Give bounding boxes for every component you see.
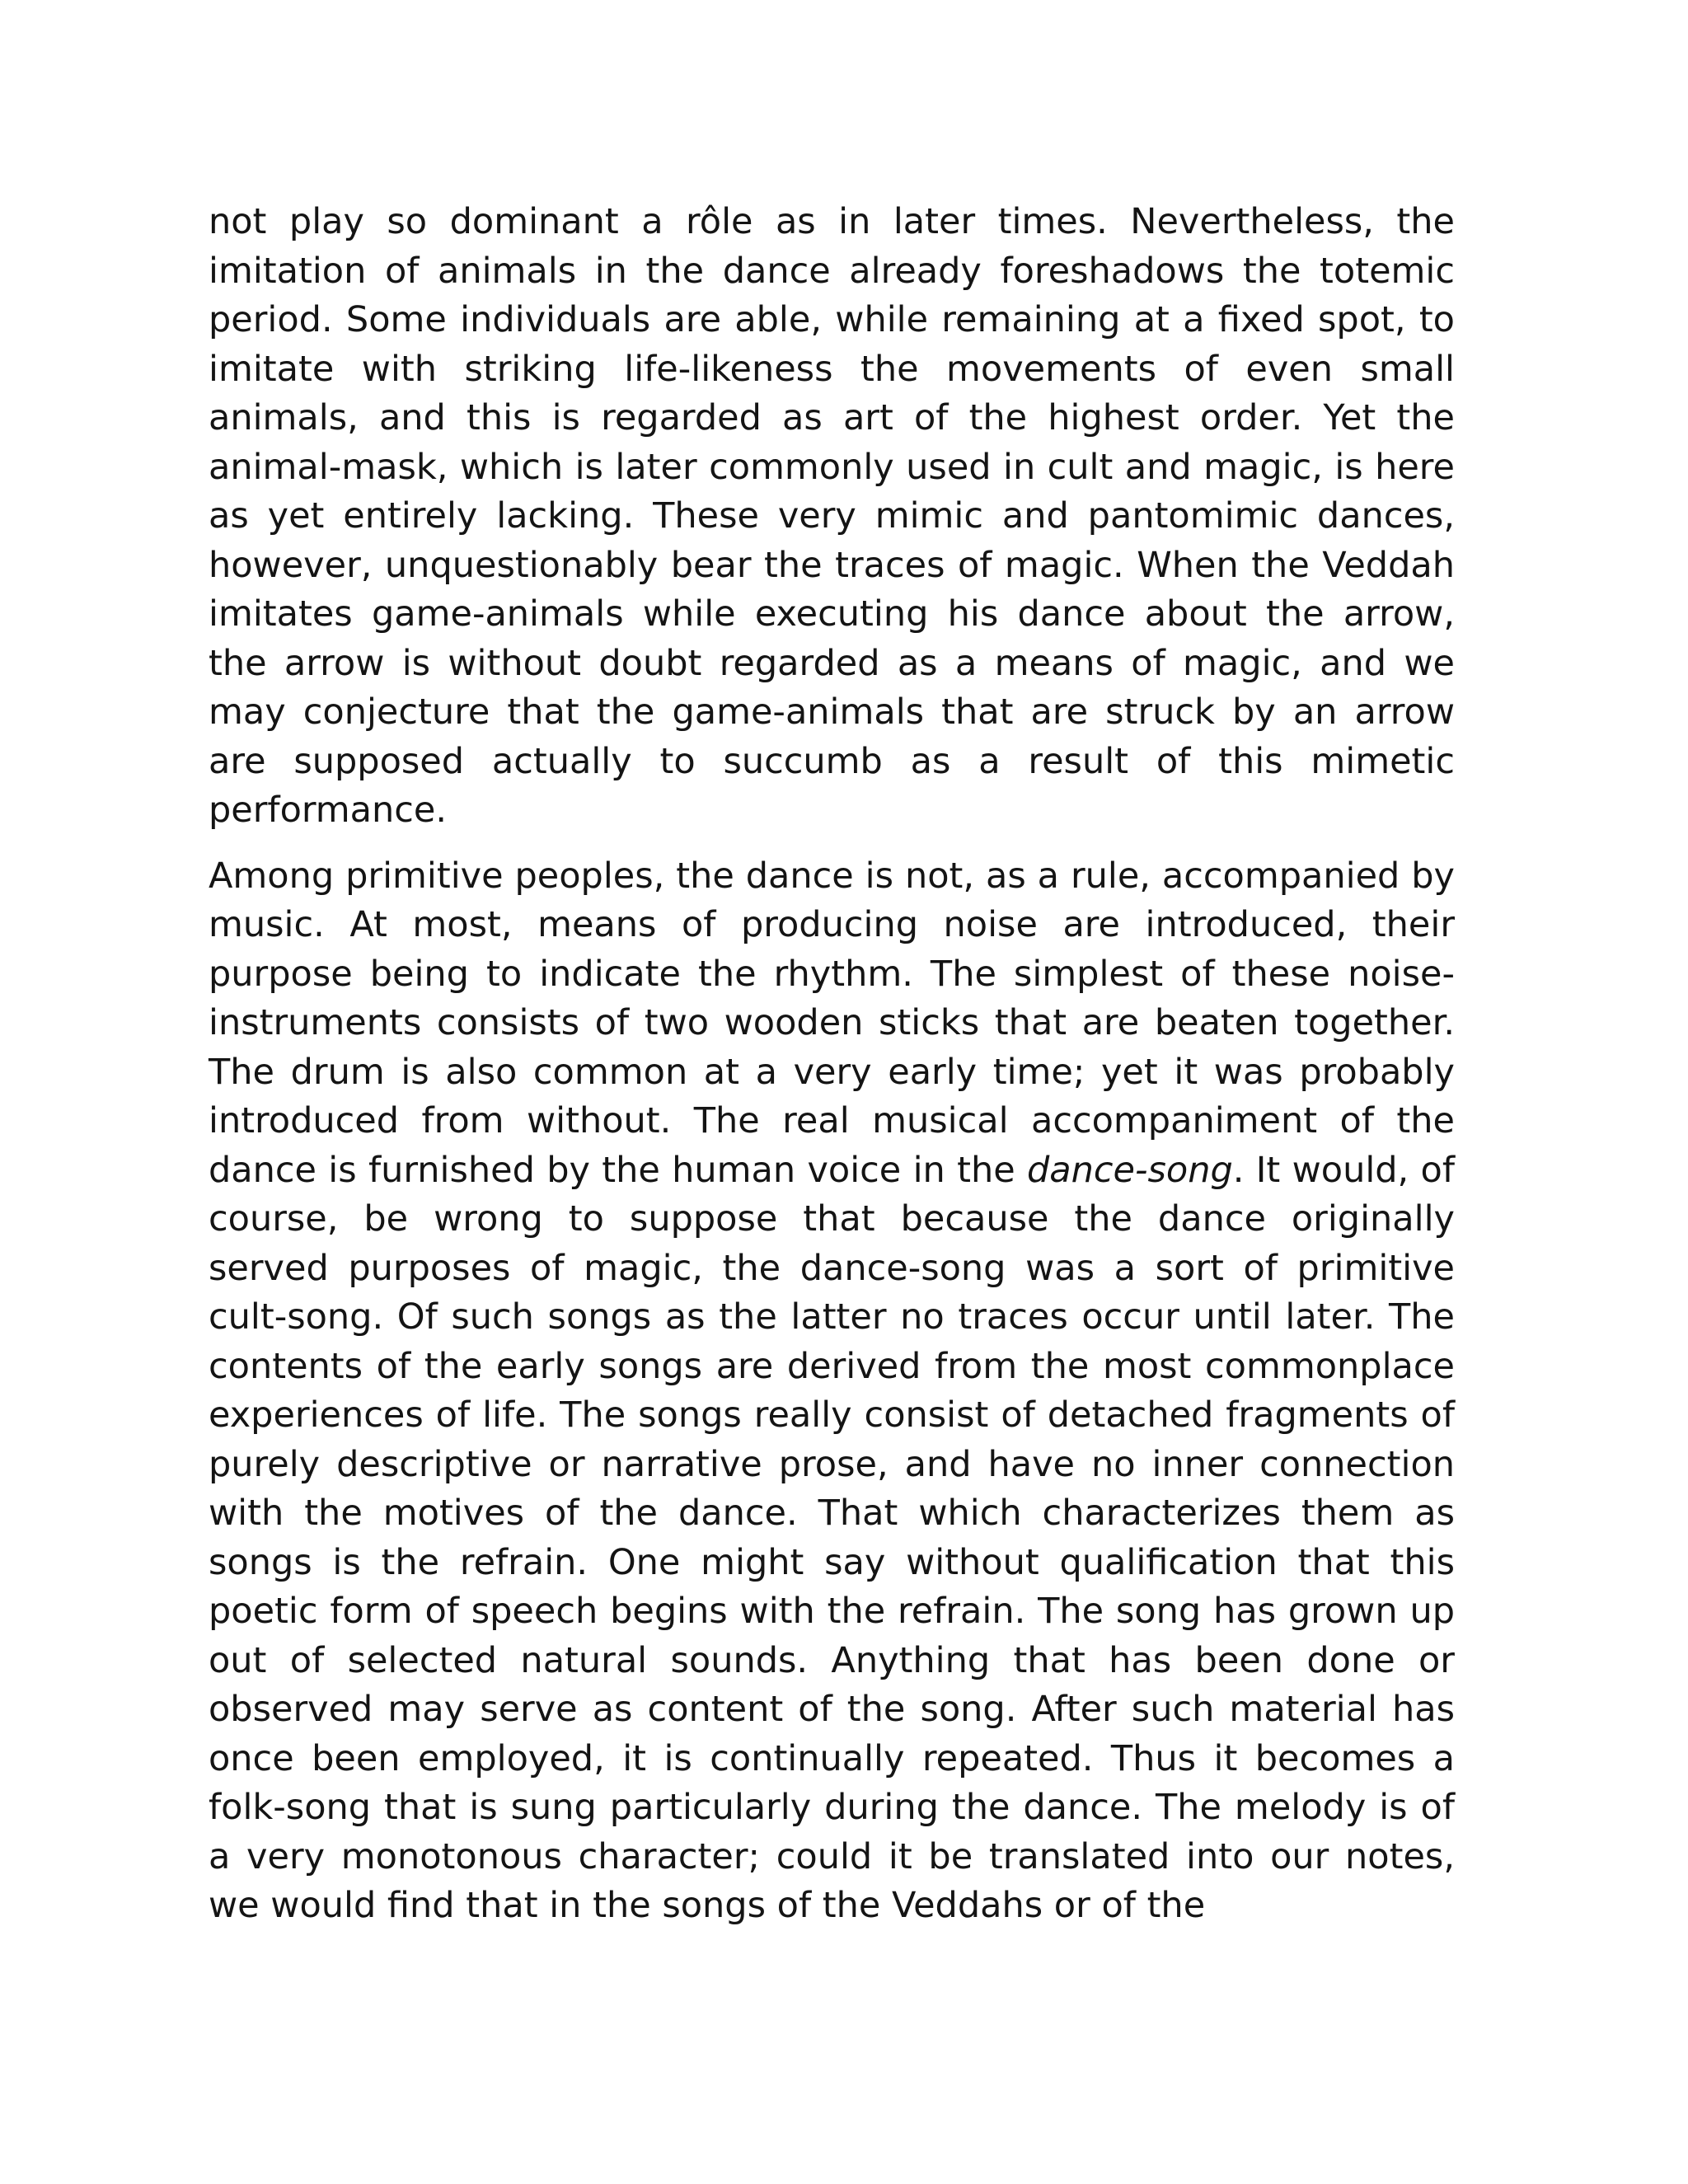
paragraph-text: . It would, of course, be wrong to suppose that because the dance originally served purposes of magic, the dance-song was a sort of primitive cult-song. Of such songs as the latter no traces occur until later. The contents of the early songs are derived from the most commonplace experiences of life. The songs really consist of detached fragments of purely descriptive or narrative prose, and have no inner connection with the motives of the dance. That which characterizes them as songs is the refrain. One might say without qualification that this poetic form of speech begins with the refrain. The song has grown up out of selected natural sounds. Anything that has been done or observed may serve as content of the song. After such material has once been employed, it is continually repeated. Thus it becomes a folk-song that is sung particularly during the dance. The melody is of a very monotonous character; could it be translated into our notes, we would find that in the songs of the Veddahs or of the [209, 1149, 1455, 1926]
page-text [209, 198, 1455, 1931]
paragraph-continuation [209, 198, 1455, 836]
paragraph-text: Among primitive peoples, the dance is not, as a rule, accompanied by music. At most, means of producing noise are introduced, their purpose being to indicate the rhythm. The simplest of these noise-instruments consists of two wooden sticks that are beaten together. The drum is also common at a very early time; yet it was probably introduced from without. The real musical accompaniment of the dance is furnished by the human voice in the [209, 855, 1455, 1191]
paragraph-dance-music [209, 852, 1455, 1931]
emphasized-term: dance-song [1026, 1149, 1233, 1191]
paragraph-text: not play so dominant a rôle as in later times. Nevertheless, the imitation of animals in the dance already foreshadows the totemic period. Some individuals are able, while remaining at a fixed spot, to imitate with striking life-likeness the movements of even small animals, and this is regarded as art of the highest order. Yet the animal-mask, which is later commonly used in cult and magic, is here as yet entirely lacking. These very mimic and pantomimic dances, however, unquestionably bear the traces of magic. When the Veddah imitates game-animals while executing his dance about the arrow, the arrow is without doubt regarded as a means of magic, and we may conjecture that the game-animals that are struck by an arrow are supposed actually to succumb as a result of this mimetic performance. [209, 201, 1455, 831]
